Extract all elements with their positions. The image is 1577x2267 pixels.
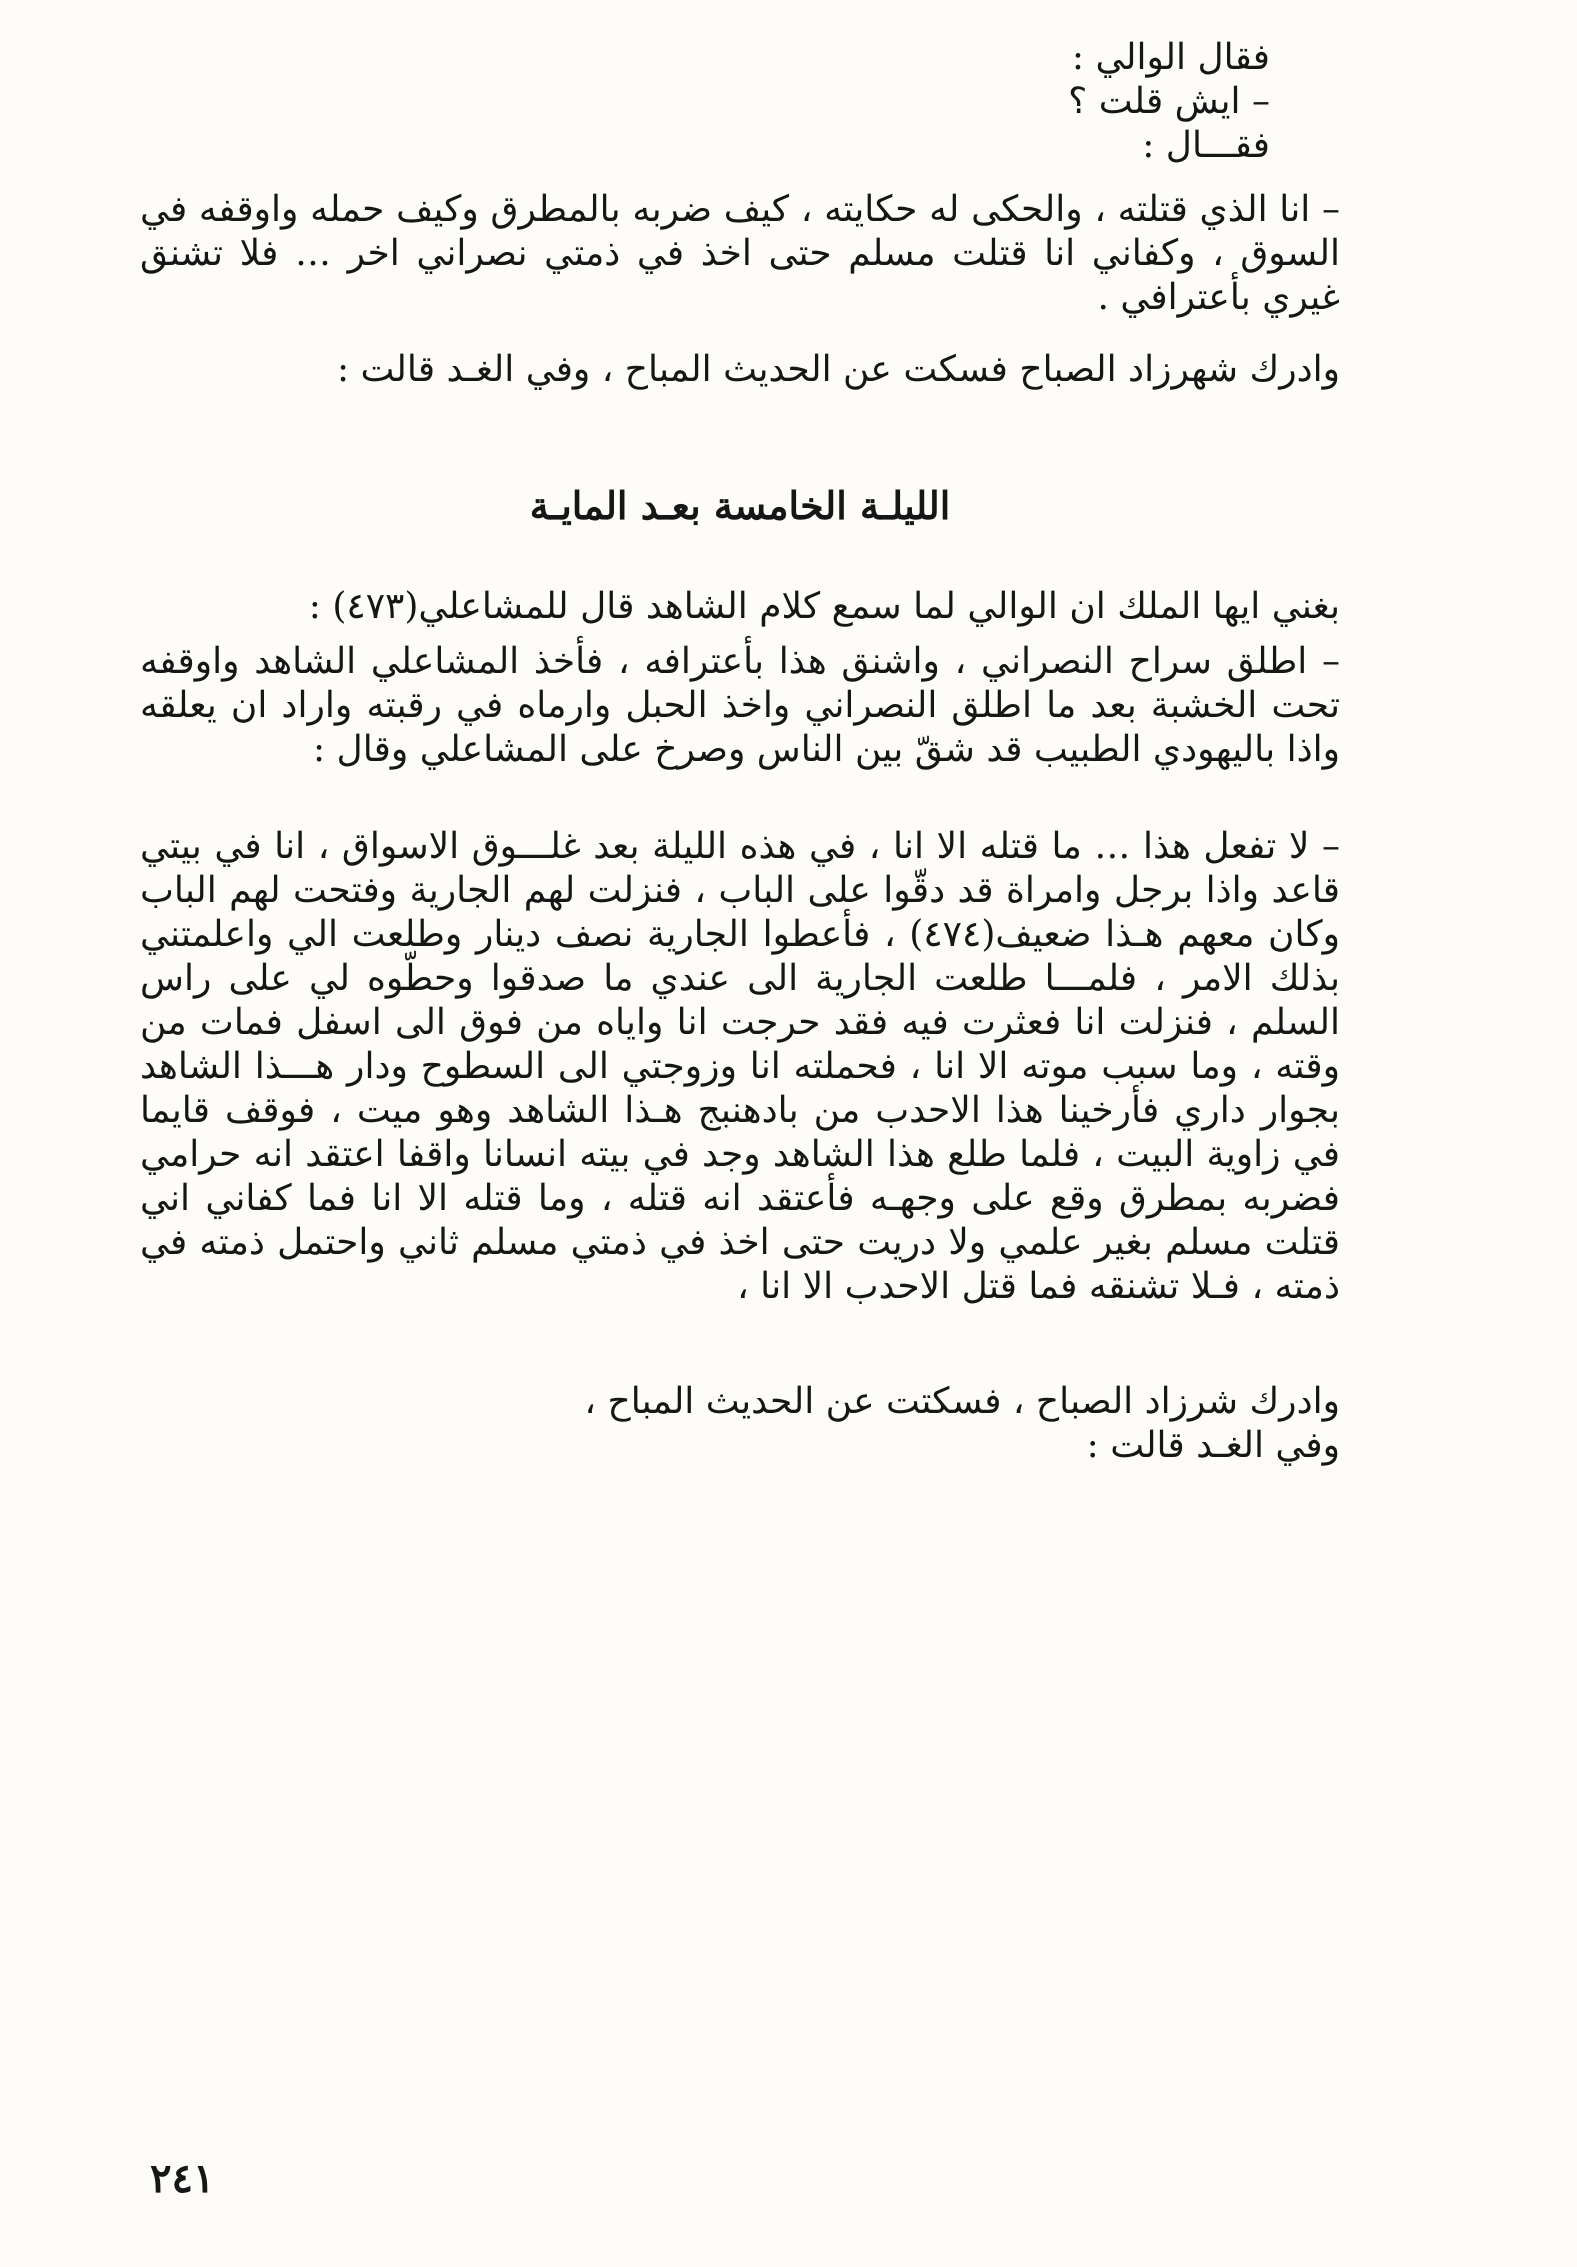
paragraph-confession: – انا الذي قتلته ، والحكى له حكايته ، كيف ضربه بالمطرق وكيف حمله واوقفه في السوق ، وكفاني انا قتلت مسلم حتى اخذ في ذمتي نصراني اخر … فلا تشنق غيري بأعترافي . bbox=[140, 189, 1341, 318]
paragraph-release-christian: – اطلق سراح النصراني ، واشنق هذا بأعترافه ، فأخذ المشاعلي الشاهد واوقفه تحت الخشبة بعد ما اطلق النصراني واخذ الحبل وارماه في رقبته واراد ان يعلقه واذا باليهودي الطبيب قد شقّ بين الناس وصرخ على المشاعلي وقال : bbox=[140, 641, 1340, 770]
page-number: ٢٤١ bbox=[150, 2155, 215, 2202]
paragraph-dawn-break-2: وادرك شرزاد الصباح ، فسكتت عن الحديث المباح ، وفي الغـد قالت : bbox=[584, 1381, 1340, 1466]
paragraph-jewish-doctor-confession: – لا تفعل هذا … ما قتله الا انا ، في هذه الليلة بعد غلـــوق الاسواق ، انا في بيتي قاعد واذا برجل وامراة قد دقّوا على الباب ، فنزلت لهم الجارية وفتحت لهم الباب وكان معهم هـذا ضعيف(٤٧٤) ، فأعطوا الجارية نصف دينار وطلعت الي واعلمتني بذلك الامر ، فلمـــا طلعت الجارية الى عندي ما صدقوا وحطّوه لي على راس السلم ، فنزلت انا فعثرت فيه فقد حرجت انا واياه من فوق الى اسفل فمات من وقته ، وما سبب موته الا انا ، فحملته انا وزوجتي الى السطوح ودار هـــذا الشاهد بجوار داري فأرخينا هذا الاحدب من بادهنبج هـذا الشاهد وهو ميت ، فوقف قايما في زاوية البيت ، فلما طلع هذا الشاهد وجد في بيته انسانا واقفا اعتقد انه حرامي فضربه بمطرق وقع على وجهـه فأعتقد انه قتله ، وما قتله الا انا فما كفاني اني قتلت مسلم بغير علمي ولا دريت حتى اخذ في ذمتي مسلم ثاني واحتمل ذمته في ذمته ، فـلا تشنقه فما قتل الاحدب الا انا ، bbox=[140, 826, 1340, 1307]
paragraph-king-address: بغني ايها الملك ان الوالي لما سمع كلام الشاهد قال للمشاعلي(٤٧٣) : bbox=[308, 586, 1340, 627]
paragraph-dawn-break-1: وادرك شهرزاد الصباح فسكت عن الحديث المباح ، وفي الغـد قالت : bbox=[336, 349, 1340, 390]
chapter-heading: الليلـة الخامسة بعـد المايـة bbox=[529, 483, 951, 528]
dialogue-opening: فقال الوالي : – ايش قلت ؟ فقـــال : bbox=[1068, 37, 1270, 166]
